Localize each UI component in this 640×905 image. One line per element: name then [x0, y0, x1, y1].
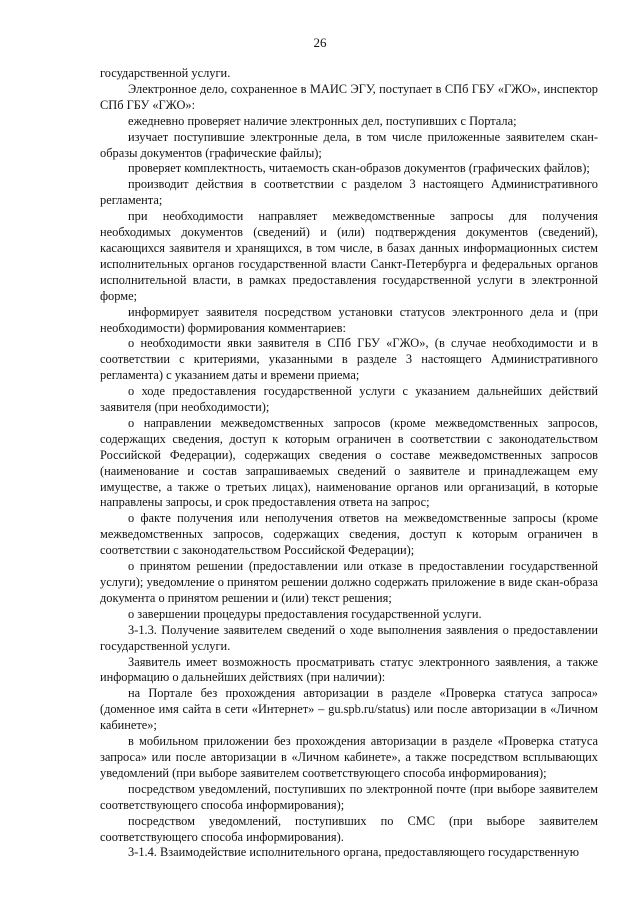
paragraph-section-3-1-3: 3-1.3. Получение заявителем сведений о ходе выполнения заявления о предоставлении государственной услуги.: [100, 622, 598, 653]
paragraph-appearance-needed: о необходимости явки заявителя в СПб ГБУ «ГЖО», (в случае необходимости и в соответствии с критериями, указанными в разделе 3 настоящего Административного регламента) с указанием даты и времени приема;: [100, 336, 598, 383]
page-number: 26: [313, 35, 327, 50]
paragraph-status-view: Заявитель имеет возможность просматривать статус электронного заявления, а также информацию о дальнейших действиях (при наличии):: [100, 654, 598, 685]
paragraph-continuation: государственной услуги.: [100, 66, 231, 80]
paragraph-procedure-complete: о завершении процедуры предоставления государственной услуги.: [128, 606, 482, 621]
paragraph-service-progress: о ходе предоставления государственной услуги с указанием дальнейших действий заявителя (при необходимости);: [100, 384, 598, 415]
paragraph-section-3-1-4: 3-1.4. Взаимодействие исполнительного органа, предоставляющего государственную: [128, 845, 579, 860]
paragraph-mobile-app: в мобильном приложении без прохождения авторизации в разделе «Проверка статуса запроса» или после авторизации в «Личном кабинете», а также посредством всплывающих уведомлений (при выборе заявителем соответствующего способа информирования);: [100, 734, 598, 780]
paragraph-decision-made: о принятом решении (предоставлении или отказе в предоставлении государственной услуги); уведомление о принятом решении должно содержать приложение в виде скан-образа документа о принятом решении и (или) текст решения;: [100, 559, 598, 605]
paragraph-performs-actions: производит действия в соответствии с разделом 3 настоящего Административного регламента;: [100, 177, 598, 208]
paragraph-studies-cases: изучает поступившие электронные дела, в том числе приложенные заявителем скан-образы документов (графические файлы);: [100, 129, 598, 160]
paragraph-electronic-case: Электронное дело, сохраненное в МАИС ЭГУ, поступает в СПб ГБУ «ГЖО», инспектор СПб ГБУ «ГЖО»:: [100, 81, 598, 112]
paragraph-checks-completeness: проверяет комплектность, читаемость скан-образов документов (графических файлов);: [128, 161, 590, 176]
paragraph-informs-applicant: информирует заявителя посредством установки статусов электронного дела и (при необходимости) формирования комментариев:: [100, 304, 598, 335]
document-body: [100, 66, 598, 861]
paragraph-portal-status: на Портале без прохождения авторизации в разделе «Проверка статуса запроса» (доменное имя сайта в сети «Интернет» – gu.spb.ru/status) или после авторизации в «Личном кабинете»;: [100, 686, 598, 733]
paragraph-responses-received: о факте получения или неполучения ответов на межведомственные запросы (кроме межведомственных запросов, содержащих сведения, доступ к которым ограничен в соответствии с законодательством Российской Федерации);: [100, 511, 598, 558]
paragraph-email-notice: посредством уведомлений, поступивших по электронной почте (при выборе заявителем соответствующего способа информирования);: [100, 781, 598, 812]
paragraph-sms-notice: посредством уведомлений, поступивших по СМС (при выборе заявителем соответствующего способа информирования).: [100, 813, 598, 844]
paragraph-daily-check: ежедневно проверяет наличие электронных дел, поступивших с Портала;: [128, 113, 517, 128]
paragraph-interagency-requests: при необходимости направляет межведомственные запросы для получения необходимых документов (сведений) и (или) подтверждения документов (сведений), касающихся заявителя и хранящихся, в том числе, в базах данных информационных систем исполнительных органов государственной власти Санкт-Петербурга и федеральных органов исполнительной власти, в рамках предоставления государственной услуги в электронной форме;: [100, 209, 598, 303]
paragraph-sent-requests: о направлении межведомственных запросов (кроме межведомственных запросов, содержащих сведения, доступ к которым ограничен в соответствии с законодательством Российской Федерации), содержащих сведения о составе межведомственных запросов (наименование и состав запрашиваемых сведений о заявителе и принадлежащем ему имуществе, а также о третьих лицах), наименование органов или организаций, в которые направлены запросы, и срок предоставления ответа на запрос;: [100, 415, 598, 510]
